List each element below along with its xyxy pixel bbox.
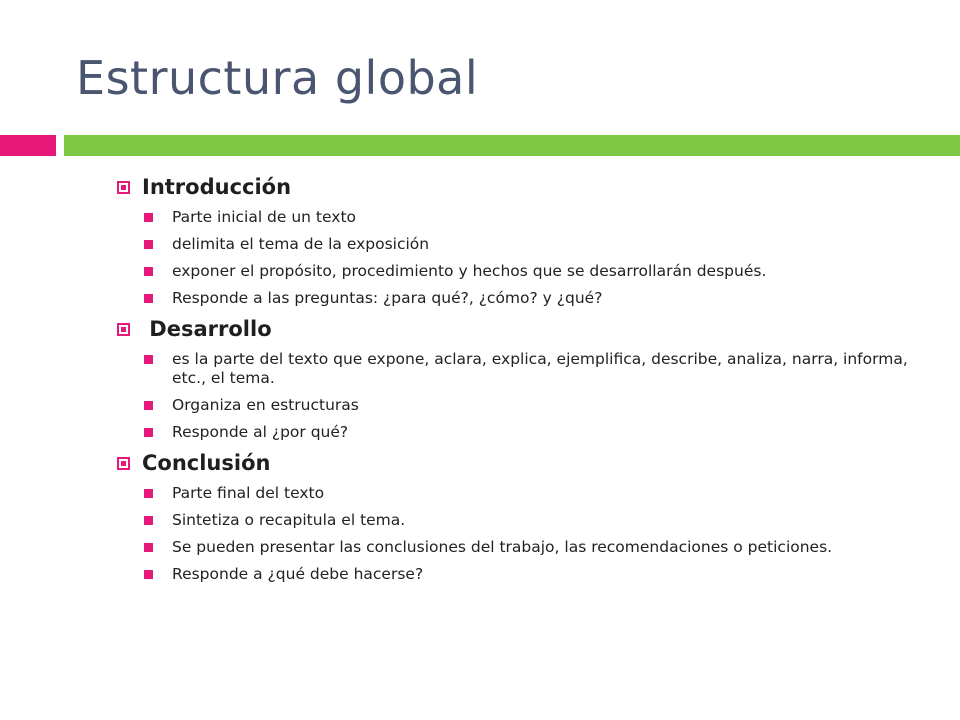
section-heading-text: Introducción	[142, 175, 292, 199]
section-heading-text: Desarrollo	[142, 317, 272, 341]
square-bullet-icon	[144, 401, 153, 410]
list-item	[117, 484, 917, 503]
bullet-list	[117, 208, 917, 308]
accent-bar-pink	[0, 135, 56, 156]
section-conclusion	[117, 448, 917, 584]
list-item-text: Organiza en estructuras	[172, 396, 359, 414]
list-item-text: Responde a ¿qué debe hacerse?	[172, 565, 424, 583]
section-heading	[117, 314, 917, 344]
list-item	[117, 350, 917, 388]
slide-title: Estructura global	[76, 51, 479, 105]
square-bullet-icon	[144, 570, 153, 579]
square-bullet-icon	[144, 240, 153, 249]
list-item	[117, 565, 917, 584]
list-item-text: Responde a las preguntas: ¿para qué?, ¿cómo? y ¿qué?	[172, 289, 603, 307]
square-bullet-icon	[144, 355, 153, 364]
list-item-text: es la parte del texto que expone, aclara, explica, ejemplifica, describe, analiza, narra, informa, etc., el tema.	[172, 350, 908, 387]
section-heading	[117, 172, 917, 202]
section-desarrollo	[117, 314, 917, 442]
list-item-text: exponer el propósito, procedimiento y hechos que se desarrollarán después.	[172, 262, 767, 280]
list-item	[117, 208, 917, 227]
list-item	[117, 235, 917, 254]
list-item-text: Se pueden presentar las conclusiones del trabajo, las recomendaciones o peticiones.	[172, 538, 833, 556]
square-bullet-icon	[144, 489, 153, 498]
list-item	[117, 511, 917, 530]
square-bullet-icon	[117, 323, 130, 336]
square-bullet-icon	[144, 516, 153, 525]
slide-content	[117, 172, 917, 588]
bullet-list	[117, 350, 917, 442]
section-heading-text: Conclusión	[142, 451, 271, 475]
square-bullet-icon	[144, 428, 153, 437]
bullet-list	[117, 484, 917, 584]
section-heading	[117, 448, 917, 478]
list-item	[117, 396, 917, 415]
list-item-text: Parte final del texto	[172, 484, 325, 502]
square-bullet-icon	[144, 267, 153, 276]
square-bullet-icon	[144, 294, 153, 303]
list-item	[117, 423, 917, 442]
square-bullet-icon	[144, 213, 153, 222]
list-item-text: delimita el tema de la exposición	[172, 235, 430, 253]
list-item-text: Parte inicial de un texto	[172, 208, 357, 226]
list-item	[117, 289, 917, 308]
accent-bar-green	[64, 135, 960, 156]
list-item	[117, 538, 917, 557]
list-item-text: Sintetiza o recapitula el tema.	[172, 511, 406, 529]
square-bullet-icon	[117, 181, 130, 194]
square-bullet-icon	[144, 543, 153, 552]
square-bullet-icon	[117, 457, 130, 470]
list-item-text: Responde al ¿por qué?	[172, 423, 349, 441]
section-introduccion	[117, 172, 917, 308]
list-item	[117, 262, 917, 281]
